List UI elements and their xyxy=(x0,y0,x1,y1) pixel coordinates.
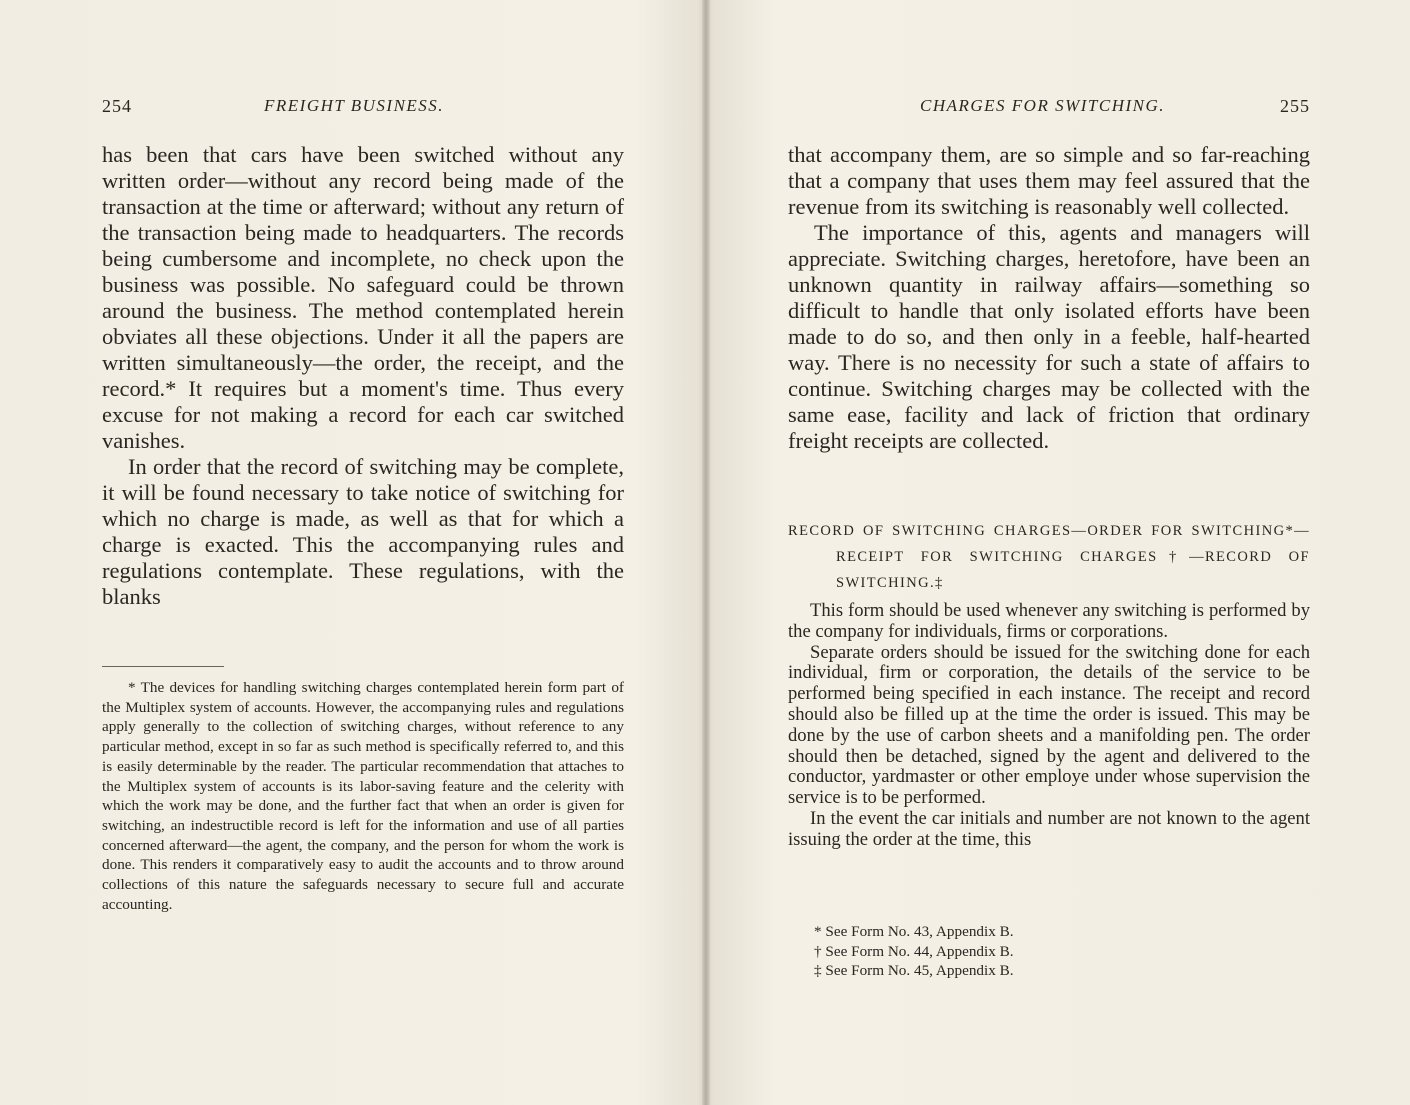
left-body-text xyxy=(102,142,624,610)
right-page xyxy=(788,0,1310,1105)
right-footnotes xyxy=(814,922,1294,981)
right-small-paragraph: Separate orders should be issued for the switching done for each individual, firm or corporation, the details of the service to be performed being specified in each instance. The receipt and record should also be filled up at the time the order is issued. This may be done by the use of carbon sheets and a manifolding pen. The order should then be detached, signed by the agent and delivered to the conductor, yardmaster or other employe under whose supervision the service is to be performed. xyxy=(788,641,1310,809)
right-small-paragraph: This form should be used whenever any switching is performed by the company for individuals, firms or corporations. xyxy=(788,600,1310,642)
footnote-divider xyxy=(102,666,224,667)
right-footnote: ‡ See Form No. 45, Appendix B. xyxy=(814,962,1014,980)
right-footnote: † See Form No. 44, Appendix B. xyxy=(814,942,1014,960)
right-running-head xyxy=(788,96,1310,120)
left-paragraph: In order that the record of switching may be complete, it will be found necessary to take notice of switching for which no charge is made, as well as that for which a charge is exacted. This the accompanying rules and regulations contemplate. These regulations, with the blanks xyxy=(102,454,624,609)
left-paragraph: has been that cars have been switched without any written order—without any record being made of the transaction at the time or afterward; without any return of the transaction being made to headquarters. The records being cumbersome and incomplete, no check upon the business was possible. No safeguard could be thrown around the business. The method contemplated herein obviates all these objections. Under it all the papers are written simultaneously—the order, the receipt, and the record.* It requires but a moment's time. Thus every excuse for not making a record for each car switched vanishes. xyxy=(102,142,624,453)
right-running-title: CHARGES FOR SWITCHING. xyxy=(920,96,1166,115)
left-running-title: FREIGHT BUSINESS. xyxy=(264,96,445,115)
right-body-text xyxy=(788,142,1310,454)
right-small-paragraph: In the event the car initials and number are not known to the agent issuing the order at the time, this xyxy=(788,807,1310,850)
left-page-number: 254 xyxy=(102,96,132,116)
right-page-number: 255 xyxy=(1280,96,1310,116)
book-gutter xyxy=(702,0,710,1105)
right-footnote: * See Form No. 43, Appendix B. xyxy=(814,923,1014,940)
left-footnote: * The devices for handling switching charges contemplated herein form part of the Multiplex system of accounts. However, the accompanying rules and regulations apply generally to the collection of switching charges, without reference to any particular method, except in so far as such method is specifically referred to, and this is easily determinable by the reader. The particular recommendation that attaches to the Multiplex system of accounts is its labor-saving feature and the celerity with which the work may be done, and the further fact that when an order is given for switching, an indestructible record is left for the information and use of all parties concerned afterward—the agent, the company, and the person for whom the work is done. This renders it comparatively easy to audit the accounts and to throw around collections of this nature the safeguards necessary to secure full and accurate accounting. xyxy=(102,679,624,913)
left-running-head xyxy=(102,96,624,120)
left-page xyxy=(102,0,624,1105)
right-paragraph: that accompany them, are so simple and so far-reaching that a company that uses them may feel assured that the revenue from its switching is reasonably well collected. xyxy=(788,142,1310,219)
section-heading: RECORD OF SWITCHING CHARGES—ORDER FOR SWITCHING*—RECEIPT FOR SWITCHING CHARGES†—RECORD OF SWITCHING.‡ xyxy=(788,523,1310,591)
right-small-text xyxy=(788,601,1310,851)
right-paragraph: The importance of this, agents and managers will appreciate. Switching charges, heretofore, have been an unknown quantity in railway affairs—something so difficult to handle that only isolated efforts have been made to do so, and then only in a feeble, half-hearted way. There is no necessity for such a state of affairs to continue. Switching charges may be collected with the same ease, facility and lack of friction that ordinary freight receipts are collected. xyxy=(788,220,1310,453)
